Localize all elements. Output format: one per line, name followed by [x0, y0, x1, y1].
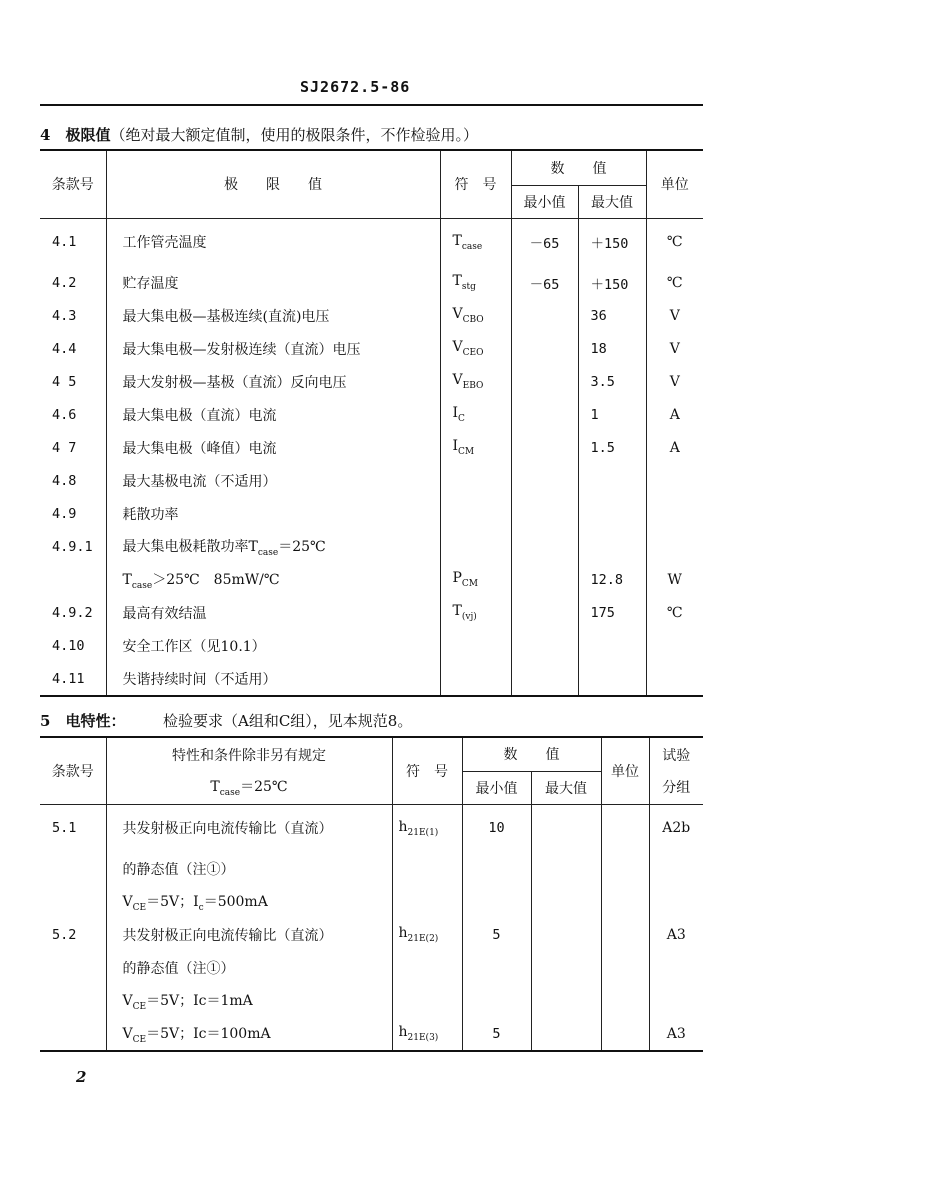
- symbol-cell: $V_{CBO}$: [440, 299, 511, 332]
- description-cell: 贮存温度: [106, 266, 440, 299]
- description-cell: 共发射极正向电流传输比（直流）: [106, 804, 392, 852]
- min-value-cell: 10: [462, 804, 531, 852]
- symbol-cell: $T_{stg}$: [440, 266, 511, 299]
- clause-cell: [40, 563, 106, 596]
- header-rule: [40, 104, 703, 106]
- electrical-characteristics-table: [40, 736, 703, 1052]
- unit-cell: [646, 464, 703, 497]
- col-min-header: 最小值: [462, 771, 531, 804]
- col-min-header: 最小值: [511, 185, 578, 218]
- description-cell: 共发射极正向电流传输比（直流）: [106, 918, 392, 951]
- clause-cell: 4.10: [52, 637, 85, 654]
- test-group-cell: [649, 885, 703, 918]
- table-row: [40, 984, 703, 1017]
- page-number: 2: [76, 1068, 87, 1086]
- test-group-cell: [649, 852, 703, 885]
- min-value-cell: [511, 431, 578, 464]
- min-value-cell: [511, 299, 578, 332]
- unit-cell: [646, 662, 703, 696]
- min-value-cell: [511, 365, 578, 398]
- table-row: [40, 398, 703, 431]
- min-value-cell: [462, 885, 531, 918]
- clause-cell: 5.1: [52, 820, 77, 837]
- table-row: [40, 299, 703, 332]
- description-cell: 失谐持续时间（不适用）: [106, 662, 440, 696]
- col-symbol-header: 符 号: [392, 737, 462, 804]
- table-row: [40, 218, 703, 266]
- col-unit-header: 单位: [601, 737, 649, 804]
- clause-cell: 5.2: [52, 926, 77, 943]
- unit-cell: ℃: [646, 596, 703, 629]
- min-value-cell: [462, 951, 531, 984]
- description-cell: 的静态值（注①）: [106, 951, 392, 984]
- clause-cell: 4 5: [52, 373, 77, 390]
- clause-cell: 4.9.2: [52, 604, 93, 621]
- clause-cell: 4.2: [52, 274, 77, 291]
- min-value-cell: －65: [511, 266, 578, 299]
- description-cell: 最大集电极—发射极连续（直流）电压: [106, 332, 440, 365]
- description-cell: $T_{case}>25℃$ 85mW/℃: [106, 563, 440, 596]
- clause-cell: [40, 951, 106, 984]
- max-value-cell: [578, 464, 646, 497]
- min-value-cell: [511, 563, 578, 596]
- clause-cell: [40, 885, 106, 918]
- description-cell: $V_{CE}=5V$；Ic＝100mA: [106, 1017, 392, 1051]
- symbol-cell: [440, 497, 511, 530]
- description-cell: $V_{CE}=5V$；$I_c=500mA$: [106, 885, 392, 918]
- test-group-cell: [649, 984, 703, 1017]
- min-value-cell: [511, 662, 578, 696]
- col-symbol-header: 符 号: [440, 150, 511, 218]
- col-clause-header: 条款号: [51, 177, 94, 194]
- document-code: SJ2672.5-86: [300, 78, 411, 96]
- min-value-cell: [511, 629, 578, 662]
- symbol-cell: [392, 951, 462, 984]
- max-value-cell: [531, 885, 601, 918]
- symbol-cell: [440, 629, 511, 662]
- table-row: [40, 497, 703, 530]
- col-max-header: 最大值: [531, 771, 601, 804]
- col-clause-header: 条款号: [51, 763, 94, 780]
- min-value-cell: [511, 530, 578, 563]
- unit-cell: A: [646, 431, 703, 464]
- col-limit-header: 极 限 值: [106, 150, 440, 218]
- table-row: [40, 885, 703, 918]
- unit-cell: [601, 918, 649, 951]
- table-row: [40, 530, 703, 563]
- symbol-cell: $h_{21E(1)}$: [392, 804, 462, 852]
- clause-cell: 4 7: [52, 439, 77, 456]
- symbol-cell: [392, 984, 462, 1017]
- clause-cell: 4.3: [52, 307, 77, 324]
- min-value-cell: [462, 984, 531, 1017]
- col-value-header: 数 值: [511, 150, 646, 185]
- description-cell: 耗散功率: [106, 497, 440, 530]
- section-5-heading: 5 电特性： 检验要求（A组和C组），见本规范8。: [40, 712, 413, 730]
- description-cell: $V_{CE}=5V$；Ic＝1mA: [106, 984, 392, 1017]
- table-row: [40, 266, 703, 299]
- min-value-cell: [511, 596, 578, 629]
- col-value-header: 数 值: [462, 737, 601, 771]
- unit-cell: V: [646, 299, 703, 332]
- min-value-cell: 5: [462, 918, 531, 951]
- clause-cell: 4.11: [52, 670, 85, 687]
- symbol-cell: $T_{case}$: [440, 218, 511, 266]
- unit-cell: [646, 497, 703, 530]
- min-value-cell: [511, 332, 578, 365]
- clause-cell: 4.1: [52, 234, 77, 251]
- table-row: [40, 1017, 703, 1051]
- limit-values-table: [40, 149, 703, 697]
- description-cell: 最大集电极—基极连续(直流)电压: [106, 299, 440, 332]
- unit-cell: [601, 885, 649, 918]
- symbol-cell: [440, 662, 511, 696]
- clause-cell: [40, 984, 106, 1017]
- symbol-cell: $T_{(vj)}$: [440, 596, 511, 629]
- col-characteristic-header: 特性和条件除非另有规定: [106, 737, 392, 771]
- unit-cell: V: [646, 332, 703, 365]
- unit-cell: [646, 530, 703, 563]
- description-cell: 最高有效结温: [106, 596, 440, 629]
- test-group-cell: A3: [649, 1017, 703, 1051]
- table-row: [40, 852, 703, 885]
- max-value-cell: [578, 497, 646, 530]
- description-cell: 最大基极电流（不适用）: [106, 464, 440, 497]
- symbol-cell: [392, 885, 462, 918]
- clause-cell: 4.8: [52, 472, 77, 489]
- col-unit-header: 单位: [646, 150, 703, 218]
- table-row: [40, 629, 703, 662]
- max-value-cell: [531, 852, 601, 885]
- symbol-cell: $V_{EBO}$: [440, 365, 511, 398]
- symbol-cell: [440, 530, 511, 563]
- max-value-cell: [531, 984, 601, 1017]
- min-value-cell: [462, 852, 531, 885]
- table-row: [40, 951, 703, 984]
- col-characteristic-condition: $T_{case}=25℃$: [106, 771, 392, 804]
- symbol-cell: [392, 852, 462, 885]
- unit-cell: [646, 629, 703, 662]
- table-row: [40, 431, 703, 464]
- unit-cell: W: [646, 563, 703, 596]
- description-cell: 最大发射极—基极（直流）反向电压: [106, 365, 440, 398]
- min-value-cell: [511, 398, 578, 431]
- max-value-cell: ＋150: [578, 218, 646, 266]
- unit-cell: [601, 852, 649, 885]
- description-cell: 工作管壳温度: [106, 218, 440, 266]
- clause-cell: 4.4: [52, 340, 77, 357]
- col-test-header-line2: 分组: [649, 771, 703, 804]
- max-value-cell: 18: [578, 332, 646, 365]
- clause-cell: [40, 1017, 106, 1051]
- test-group-cell: [649, 951, 703, 984]
- unit-cell: [601, 984, 649, 1017]
- section-4-heading: 4 极限值（绝对最大额定值制，使用的极限条件，不作检验用。）: [40, 126, 478, 144]
- unit-cell: [601, 1017, 649, 1051]
- symbol-cell: [440, 464, 511, 497]
- max-value-cell: 1: [578, 398, 646, 431]
- table-row: [40, 563, 703, 596]
- symbol-cell: $I_C$: [440, 398, 511, 431]
- description-cell: 最大集电极（直流）电流: [106, 398, 440, 431]
- unit-cell: ℃: [646, 218, 703, 266]
- unit-cell: [601, 951, 649, 984]
- table-row: [40, 365, 703, 398]
- min-value-cell: [511, 497, 578, 530]
- unit-cell: ℃: [646, 266, 703, 299]
- clause-cell: 4.9.1: [52, 538, 93, 555]
- description-cell: 的静态值（注①）: [106, 852, 392, 885]
- max-value-cell: 36: [578, 299, 646, 332]
- clause-cell: 4.9: [52, 505, 77, 522]
- table-row: [40, 662, 703, 696]
- max-value-cell: [531, 951, 601, 984]
- description-cell: 安全工作区（见10.1）: [106, 629, 440, 662]
- symbol-cell: $P_{CM}$: [440, 563, 511, 596]
- max-value-cell: 1.5: [578, 431, 646, 464]
- col-max-header: 最大值: [578, 185, 646, 218]
- min-value-cell: 5: [462, 1017, 531, 1051]
- unit-cell: V: [646, 365, 703, 398]
- max-value-cell: ＋150: [578, 266, 646, 299]
- unit-cell: [601, 804, 649, 852]
- table-row: [40, 332, 703, 365]
- col-test-header-line1: 试验: [649, 737, 703, 771]
- min-value-cell: [511, 464, 578, 497]
- max-value-cell: [531, 804, 601, 852]
- description-cell: 最大集电极耗散功率$T_{case}=25℃$: [106, 530, 440, 563]
- symbol-cell: $h_{21E(2)}$: [392, 918, 462, 951]
- table-row: [40, 464, 703, 497]
- max-value-cell: 3.5: [578, 365, 646, 398]
- max-value-cell: [578, 629, 646, 662]
- max-value-cell: 175: [578, 596, 646, 629]
- min-value-cell: －65: [511, 218, 578, 266]
- max-value-cell: [531, 918, 601, 951]
- description-cell: 最大集电极（峰值）电流: [106, 431, 440, 464]
- test-group-cell: A3: [649, 918, 703, 951]
- table-row: [40, 918, 703, 951]
- max-value-cell: [531, 1017, 601, 1051]
- test-group-cell: A2b: [649, 804, 703, 852]
- clause-cell: [40, 852, 106, 885]
- max-value-cell: 12.8: [578, 563, 646, 596]
- symbol-cell: $V_{CEO}$: [440, 332, 511, 365]
- max-value-cell: [578, 662, 646, 696]
- symbol-cell: $h_{21E(3)}$: [392, 1017, 462, 1051]
- table-row: [40, 804, 703, 852]
- clause-cell: 4.6: [52, 406, 77, 423]
- symbol-cell: $I_{CM}$: [440, 431, 511, 464]
- unit-cell: A: [646, 398, 703, 431]
- table-row: [40, 596, 703, 629]
- max-value-cell: [578, 530, 646, 563]
